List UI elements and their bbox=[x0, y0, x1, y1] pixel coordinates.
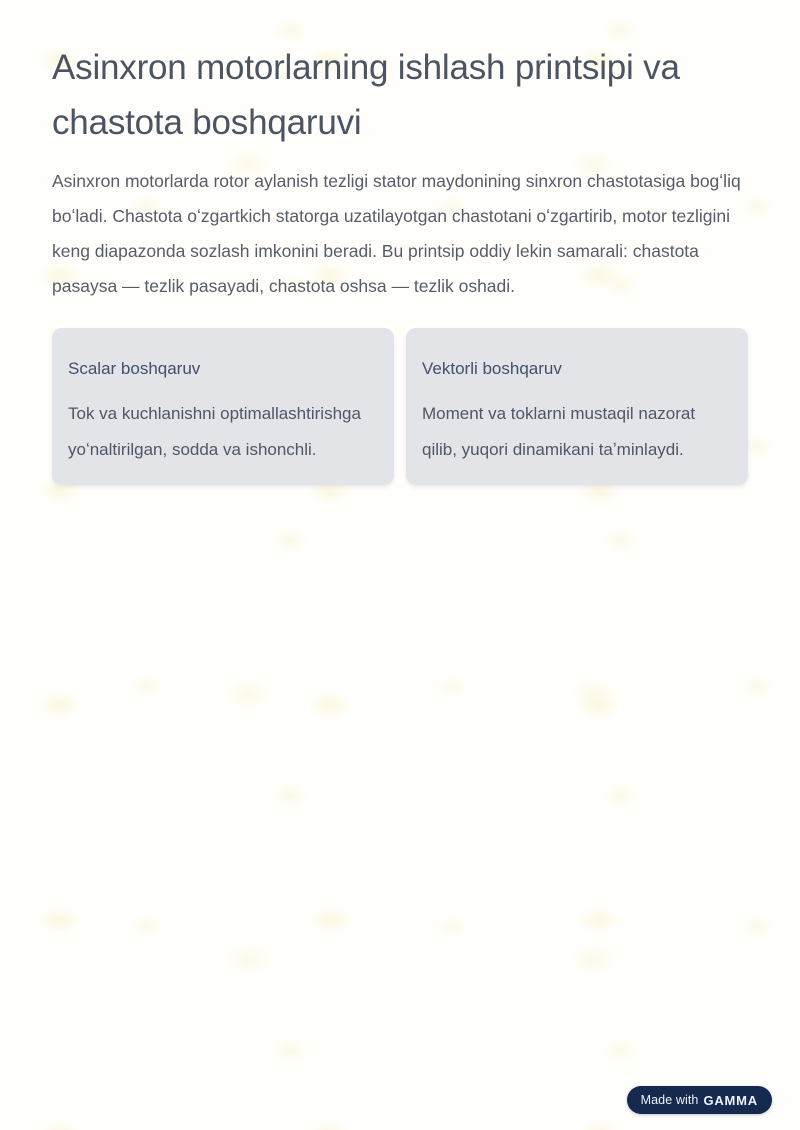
card-scalar-boshqaruv bbox=[52, 328, 394, 485]
card-vektorli-boshqaruv bbox=[406, 328, 748, 485]
card-body: Moment va toklarni mustaqil nazorat qilib, yuqori dinamikani taʼminlaydi. bbox=[422, 404, 696, 459]
card-body: Tok va kuchlanishni optimallashtirishga yoʻnaltirilgan, sodda va ishonchli. bbox=[68, 404, 361, 459]
page-title: Asinxron motorlarning ishlash printsipi va chastota boshqaruvi bbox=[52, 48, 680, 142]
made-with-gamma-badge[interactable] bbox=[627, 1086, 772, 1114]
intro-paragraph: Asinxron motorlarda rotor aylanish tezligi stator maydonining sinxron chastotasiga bogʻliq boʻladi. Chastota oʻzgartkich statorga uzatilayotgan chastotani oʻzgartirib, motor tezligini keng diapazonda sozlash imkonini beradi. Bu printsip oddiy lekin samarali: chastota pasaysa — tezlik pasayadi, chastota oshsa — tezlik oshadi. bbox=[52, 171, 741, 296]
cards-row bbox=[52, 328, 748, 485]
gamma-logo-wordmark: GAMMA bbox=[703, 1092, 758, 1108]
badge-prefix-label: Made with bbox=[640, 1093, 699, 1107]
card-title: Scalar boshqaruv bbox=[68, 359, 201, 378]
card-title: Vektorli boshqaruv bbox=[422, 359, 562, 378]
